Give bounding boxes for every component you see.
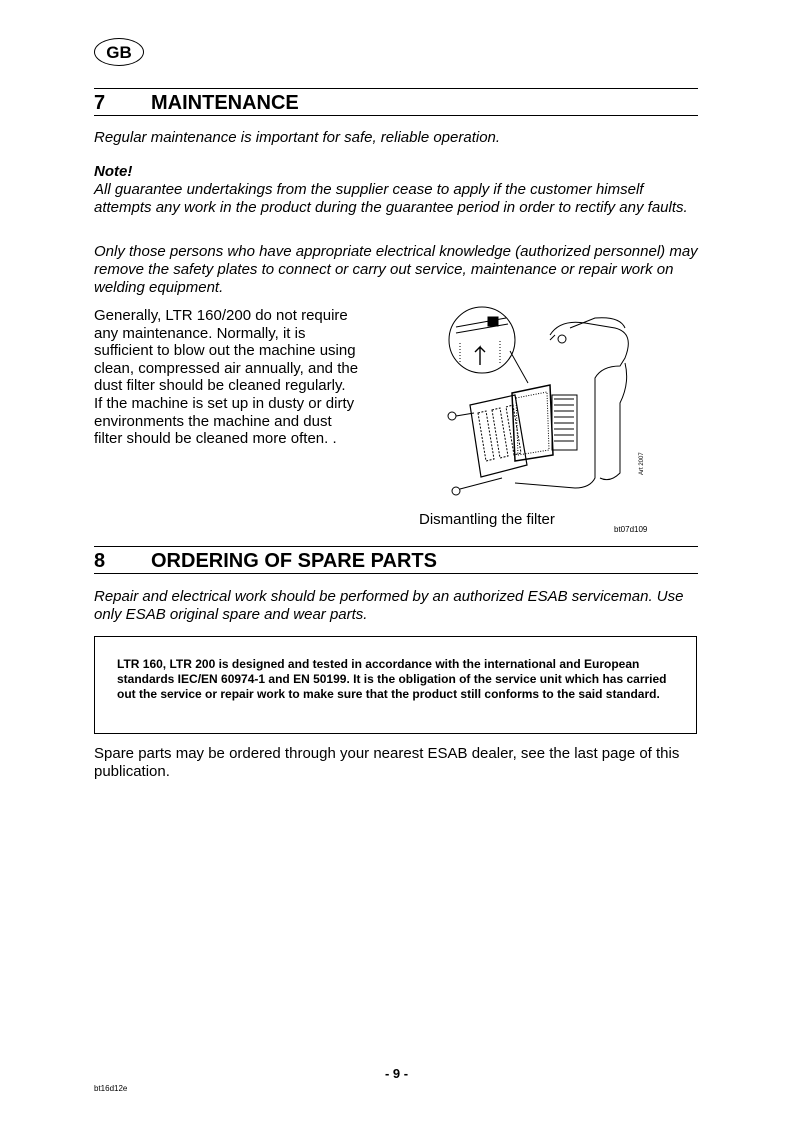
screw-top [448, 412, 456, 420]
page-number: - 9 - [384, 1066, 409, 1081]
note-label: Note! [94, 163, 133, 180]
section-8-top-rule [94, 546, 698, 547]
document-code: bt16d12e [94, 1084, 128, 1093]
figure-code: bt07d109 [614, 525, 648, 534]
maintenance-intro: Regular maintenance is important for safe, reliable operation. [94, 129, 501, 146]
section-8-title: ORDERING OF SPARE PARTS [151, 550, 437, 572]
zoom-detail-circle [449, 307, 515, 373]
standards-notice-box [94, 636, 697, 734]
note-text: All guarantee undertakings from the supplier cease to apply if the customer himself attempts any work in the product during the guarantee period in order to rectify any faults. [94, 181, 688, 216]
section-7-top-rule [94, 88, 698, 89]
dust-filter-mesh [516, 392, 549, 455]
section-7-heading [94, 92, 698, 116]
authorized-personnel-text: Only those persons who have appropriate electrical knowledge (authorized personnel) may remove the safety plates to connect or carry out service, maintenance or repair work on welding equipment. [94, 243, 698, 296]
section-7-number: 7 [94, 92, 106, 114]
maintenance-body [94, 307, 359, 448]
ordering-info-text: Spare parts may be ordered through your nearest ESAB dealer, see the last page of this publication. [94, 745, 680, 780]
section-8-heading [94, 550, 698, 574]
section-7-title: MAINTENANCE [151, 92, 299, 114]
figure-art-number: Art 2007 [639, 452, 645, 475]
machine-handle [570, 318, 625, 328]
maintenance-body-para-1: Generally, LTR 160/200 do not require any maintenance. Normally, it is sufficient to blow out the machine using clean, compressed air annually, and the dust filter should be cleaned regularly. [94, 307, 359, 395]
machine-side-outline [600, 363, 627, 480]
machine-vent-slots [554, 399, 574, 441]
maintenance-body-para-2: If the machine is set up in dusty or dirty environments the machine and dust filter should be cleaned more often. . [94, 394, 355, 448]
standards-notice-text: LTR 160, LTR 200 is designed and tested in accordance with the international and European standards IEC/EN 60974-1 and EN 50199. It is the obligation of the service unit which has carried out the service or repair work to make sure that the product still conforms to the said standard. [117, 657, 667, 701]
filter-dismantling-figure [440, 303, 655, 508]
zoom-detail-screw [488, 317, 498, 326]
figure-caption: Dismantling the filter [419, 511, 555, 528]
section-8-bottom-rule [94, 573, 698, 574]
machine-knob [558, 335, 566, 343]
spare-parts-intro: Repair and electrical work should be performed by an authorized ESAB serviceman. Use only ESAB original spare and wear parts. [94, 588, 684, 623]
screw-bottom-line [460, 478, 502, 489]
machine-handle-edge [550, 335, 555, 340]
zoom-leader-line [510, 351, 528, 383]
section-8-number: 8 [94, 550, 106, 572]
screw-bottom [452, 487, 460, 495]
zoom-detail-arrow [475, 347, 485, 365]
language-badge: GB [94, 38, 144, 66]
section-7-bottom-rule [94, 115, 698, 116]
